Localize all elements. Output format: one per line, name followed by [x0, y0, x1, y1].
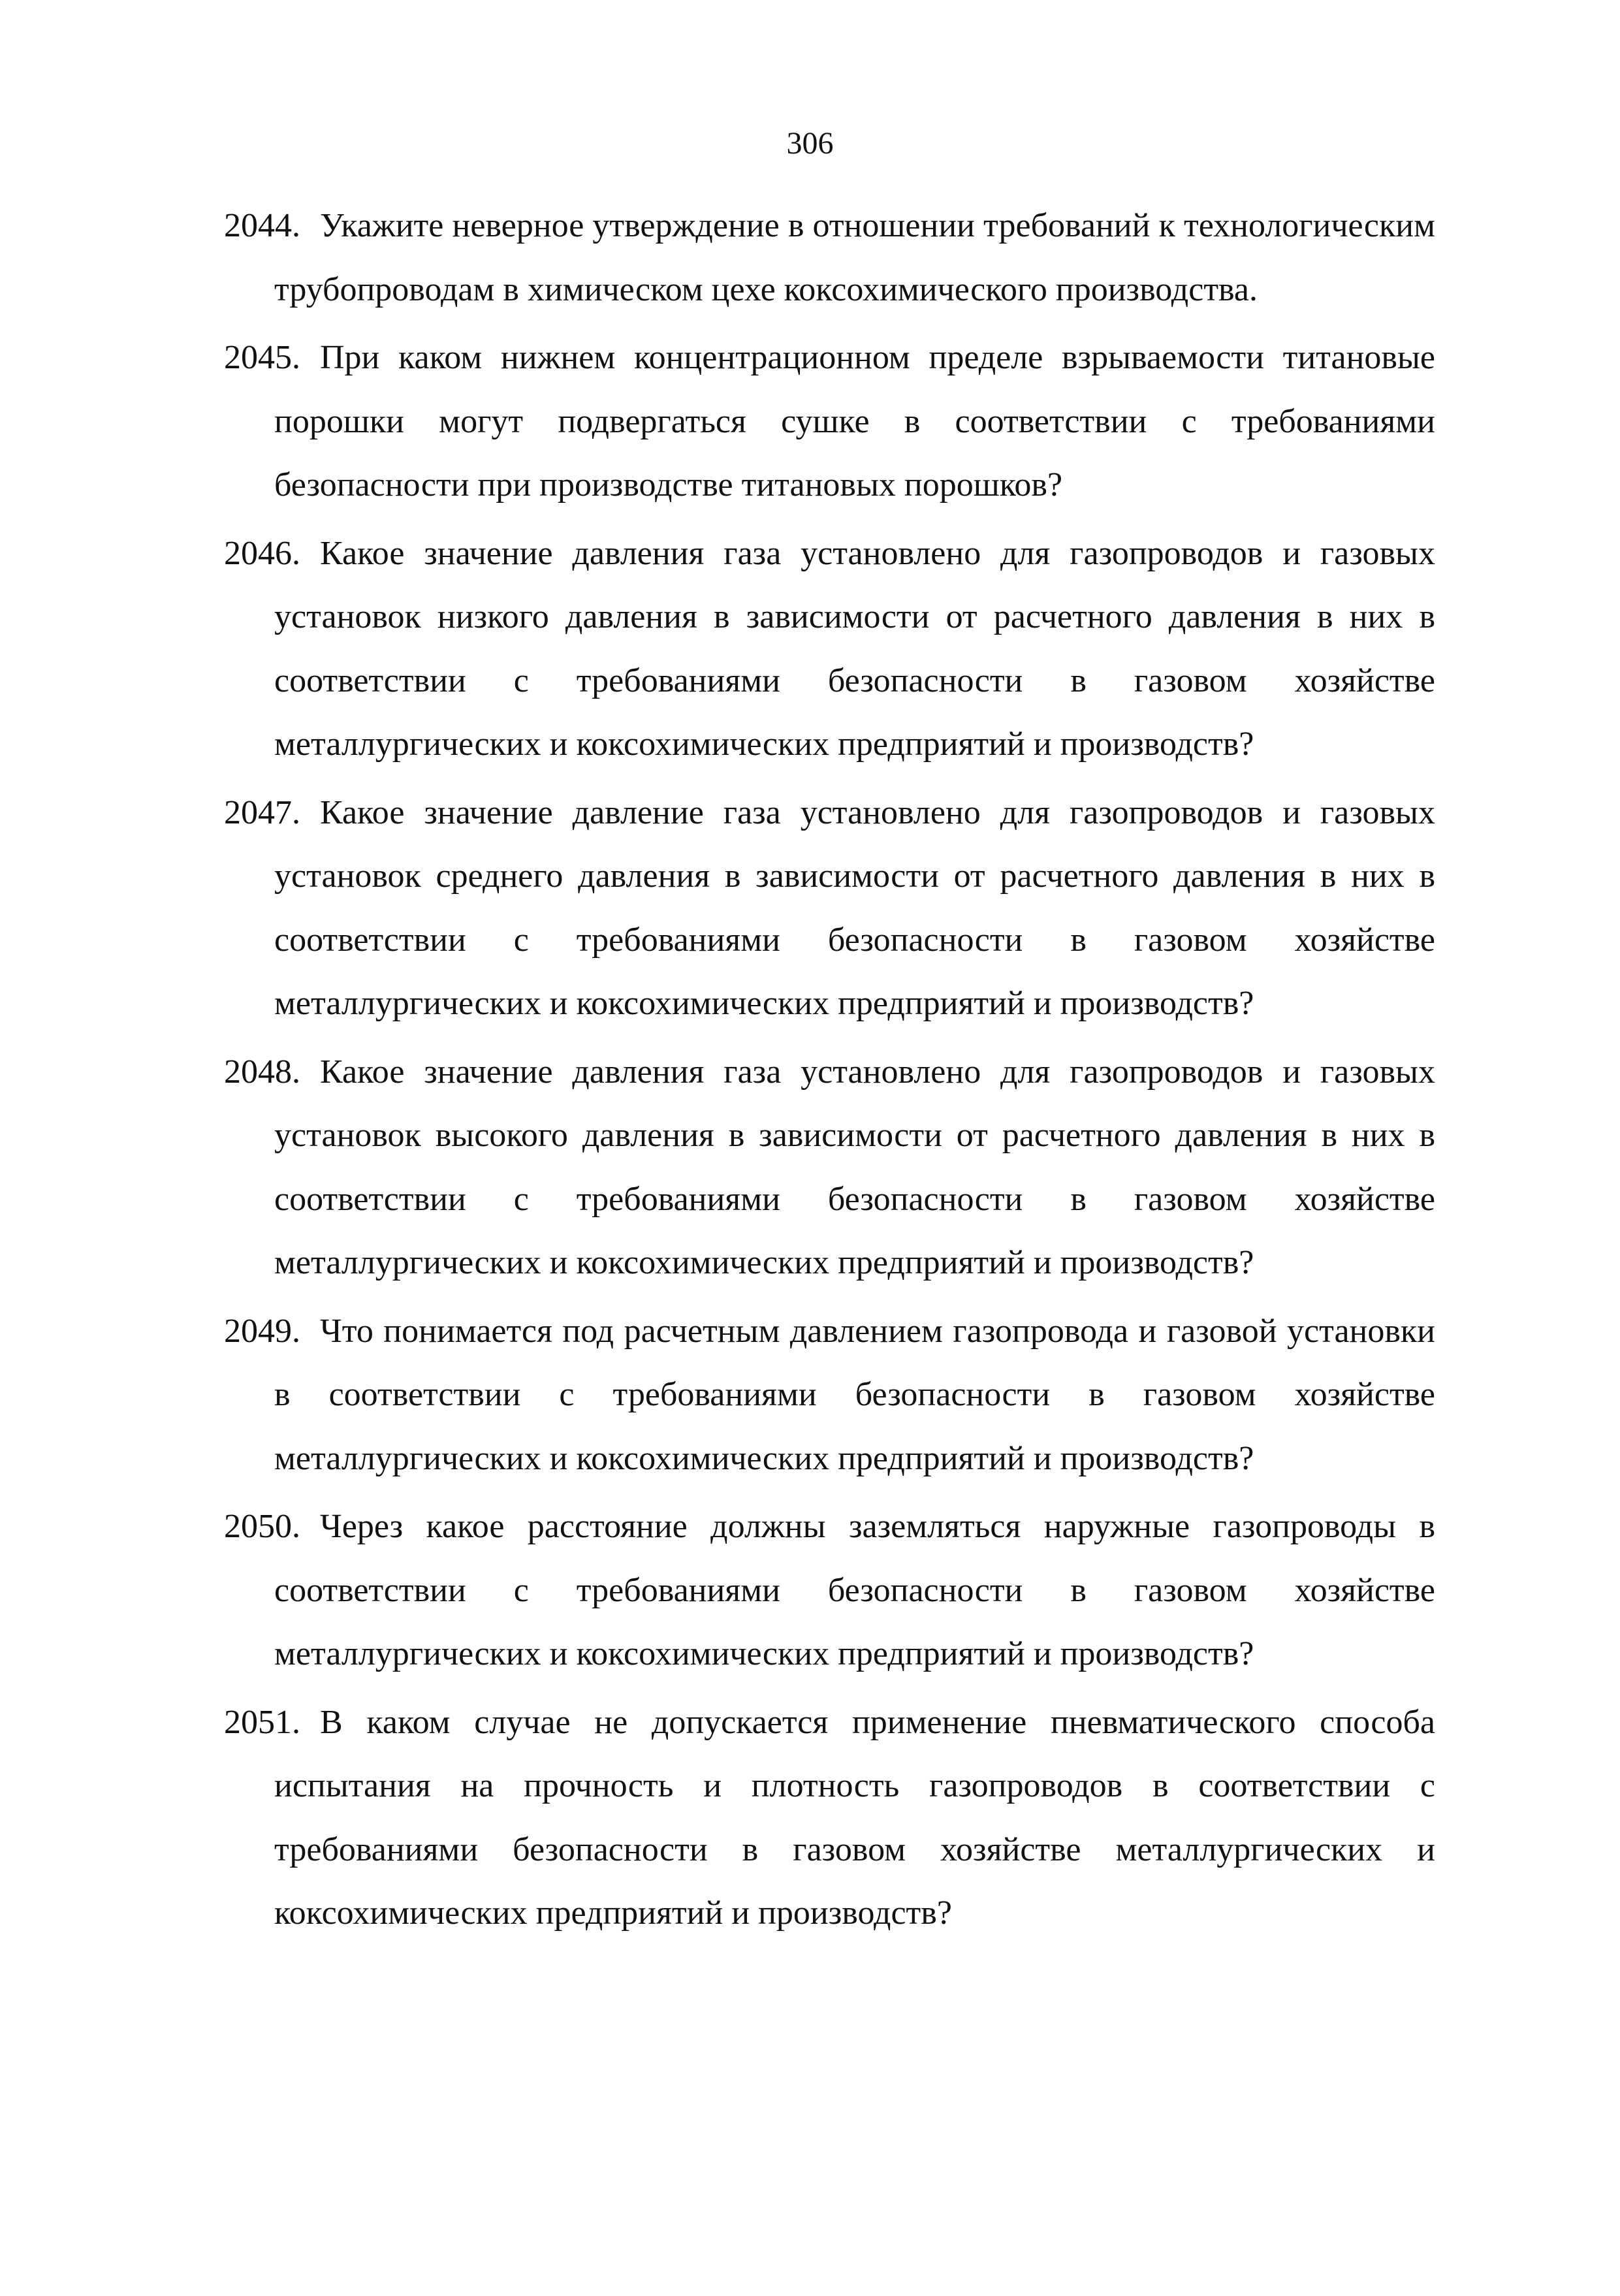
question-number: 2047. — [224, 793, 300, 831]
question-number: 2050. — [224, 1508, 300, 1545]
question-item — [224, 326, 1435, 517]
question-text: Укажите неверное утверждение в отношении требований к технологическим трубопроводам в химическом цехе коксохимического производства. — [274, 207, 1435, 308]
question-item — [224, 1691, 1435, 1945]
question-text: Через какое расстояние должны заземляться наружные газопроводы в соответствии с требованиями безопасности в газовом хозяйстве металлургических и коксохимических предприятий и производств? — [274, 1508, 1435, 1672]
question-item — [224, 781, 1435, 1036]
question-item — [224, 1299, 1435, 1491]
question-number: 2044. — [224, 207, 300, 244]
question-text: Какое значение давления газа установлено для газопроводов и газовых установок высокого давления в зависимости от расчетного давления в них в соответствии с требованиями безопасности в газовом хозяйстве металлургических и коксохимических предприятий и производств? — [274, 1053, 1435, 1281]
question-number: 2048. — [224, 1053, 300, 1091]
question-number: 2051. — [224, 1703, 300, 1741]
question-number: 2045. — [224, 339, 300, 376]
question-item — [224, 1495, 1435, 1686]
question-text: Какое значение давление газа установлено для газопроводов и газовых установок среднего давления в зависимости от расчетного давления в них в соответствии с требованиями безопасности в газовом хозяйстве металлургических и коксохимических предприятий и производств? — [274, 793, 1435, 1022]
page-number: 306 — [786, 126, 834, 161]
question-text: Что понимается под расчетным давлением газопровода и газовой установки в соответствии с требованиями безопасности в газовом хозяйстве металлургических и коксохимических предприятий и производств? — [274, 1312, 1435, 1477]
question-number: 2049. — [224, 1312, 300, 1350]
question-text: При каком нижнем концентрационном пределе взрываемости титановые порошки могут подвергаться сушке в соответствии с требованиями безопасности при производстве титановых порошков? — [274, 339, 1435, 503]
question-number: 2046. — [224, 534, 300, 572]
question-list — [224, 194, 1435, 1950]
question-item — [224, 522, 1435, 776]
question-text: В каком случае не допускается применение пневматического способа испытания на прочность и плотность газопроводов в соответствии с требованиями безопасности в газовом хозяйстве металлургических и коксохимических предприятий и производств? — [274, 1703, 1435, 1932]
question-item — [224, 194, 1435, 321]
question-text: Какое значение давления газа установлено для газопроводов и газовых установок низкого давления в зависимости от расчетного давления в них в соответствии с требованиями безопасности в газовом хозяйстве металлургических и коксохимических предприятий и производств? — [274, 534, 1435, 763]
question-item — [224, 1040, 1435, 1295]
